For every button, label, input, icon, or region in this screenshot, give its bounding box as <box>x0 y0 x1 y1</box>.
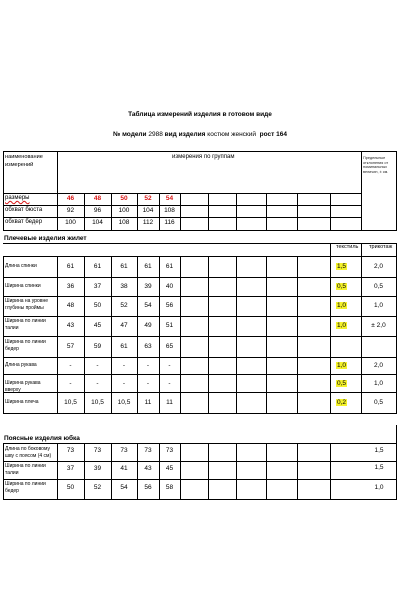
grid-line <box>330 443 331 499</box>
grid-line <box>3 461 397 462</box>
vest-value: 37 <box>93 283 102 290</box>
size-46: 46 <box>66 195 75 202</box>
vest-row-label: Ширина рукава вверху <box>5 380 41 393</box>
knit-header: трикотаж <box>369 244 393 250</box>
grid-line <box>3 151 397 152</box>
textile-header: текстиль <box>336 244 359 250</box>
hips-label: обхват бедер <box>5 219 43 225</box>
textile-tolerance <box>336 302 358 310</box>
vest-value: 10,5 <box>64 399 77 406</box>
skirt-value: 54 <box>120 484 128 491</box>
vest-value: 61 <box>120 343 128 350</box>
grid-line <box>3 479 397 480</box>
vest-value: 36 <box>66 283 75 290</box>
vest-value: 56 <box>165 302 174 309</box>
hips-value: 100 <box>65 219 76 226</box>
textile-value: 1,0 <box>337 302 347 309</box>
textile-tolerance <box>336 263 358 271</box>
knit-tolerance: 0,5 <box>373 399 384 406</box>
grid-line <box>3 392 397 393</box>
vest-value: 65 <box>165 343 174 350</box>
vest-value: 61 <box>165 263 174 270</box>
textile-value: 0,5 <box>337 380 347 387</box>
textile-value: 0,5 <box>337 283 347 290</box>
vest-value: 43 <box>66 322 75 329</box>
vest-value: - <box>146 380 150 387</box>
grid-line <box>361 151 362 230</box>
vest-row-label: Длина спинки <box>5 263 37 269</box>
vest-value: - <box>69 380 72 387</box>
grid-line <box>159 256 160 413</box>
grid-line <box>3 336 397 337</box>
skirt-row-label: Длина по боковому шву с поясом (4 см) <box>5 446 52 459</box>
grid-line <box>236 193 237 230</box>
vest-value: 61 <box>144 263 152 270</box>
grid-line <box>208 193 209 230</box>
grid-line <box>3 256 397 257</box>
knit-tolerance: 2,0 <box>373 362 384 369</box>
bust-value: 96 <box>93 207 102 214</box>
skirt-row-label: Ширина по линии бедер <box>5 481 46 494</box>
bust-value: 100 <box>118 207 130 214</box>
document-title: Таблица измерений изделия в готовом виде <box>128 111 272 118</box>
model-number: 2988 <box>148 131 163 138</box>
groups-header: измерения по группам <box>172 154 235 160</box>
grid-line <box>236 443 237 499</box>
grid-line <box>3 230 397 231</box>
vest-value: 61 <box>66 263 75 270</box>
vest-value: 61 <box>93 263 102 270</box>
grid-line <box>3 277 397 278</box>
bust-label: обхват бюста <box>5 207 43 213</box>
vest-section-title: Плечевые изделия жилет <box>4 235 87 242</box>
textile-tolerance <box>336 399 358 407</box>
knit-tolerance: 1,0 <box>373 302 384 309</box>
vest-value: 45 <box>93 322 102 329</box>
textile-value: 1,5 <box>337 263 347 270</box>
vest-value: 38 <box>120 283 128 290</box>
bust-value: 108 <box>164 207 175 214</box>
hips-value: 116 <box>164 219 175 226</box>
hips-value: 104 <box>92 219 103 226</box>
size-50: 50 <box>120 195 128 202</box>
tolerance-note: Предельные отклонения от номинальных величин, ± см. <box>363 156 389 174</box>
grid-line <box>84 256 85 413</box>
item-label: вид изделия <box>164 131 206 138</box>
grid-line <box>3 443 4 499</box>
vest-value: 57 <box>66 343 75 350</box>
skirt-value: 50 <box>66 484 75 491</box>
height-label: рост 164 <box>259 131 287 138</box>
model-line <box>0 131 400 138</box>
skirt-value: 73 <box>93 447 102 454</box>
grid-line <box>3 316 397 317</box>
vest-value: - <box>146 362 150 369</box>
skirt-value: 39 <box>93 465 102 472</box>
vest-value: 10,5 <box>91 399 104 406</box>
grid-line <box>111 256 112 413</box>
bust-value: 92 <box>66 207 75 214</box>
vest-row-label: Ширина на уровне глубины проймы <box>5 298 49 311</box>
vest-value: 47 <box>120 322 128 329</box>
grid-line <box>3 296 397 297</box>
vest-value: - <box>69 362 72 369</box>
grid-line <box>330 243 331 413</box>
grid-line <box>3 151 4 230</box>
skirt-value: 43 <box>144 465 152 472</box>
grid-line <box>297 443 298 499</box>
hips-value: 112 <box>142 219 154 226</box>
grid-line <box>137 256 138 413</box>
item-value: костюм женский <box>207 131 257 138</box>
bust-value: 104 <box>142 207 154 214</box>
vest-row-label: Ширина спинки <box>5 283 41 289</box>
skirt-value: 56 <box>144 484 152 491</box>
skirt-value: 41 <box>120 465 128 472</box>
vest-value: 50 <box>93 302 102 309</box>
textile-tolerance <box>336 362 358 370</box>
skirt-section-title: Поясные изделия юбка <box>4 435 80 442</box>
knit-tolerance: 1,0 <box>374 484 384 491</box>
grid-line <box>3 357 397 358</box>
knit-tolerance: 0,5 <box>373 283 384 290</box>
vest-value: 48 <box>66 302 75 309</box>
textile-tolerance: 1,5 <box>374 447 384 454</box>
hips-value: 108 <box>118 219 130 226</box>
size-48: 48 <box>93 195 102 202</box>
knit-tolerance: 2,0 <box>373 263 384 270</box>
textile-tolerance <box>336 283 358 291</box>
vest-value: 51 <box>165 322 174 329</box>
skirt-value: 58 <box>165 484 174 491</box>
vest-value: - <box>168 362 171 369</box>
grid-line <box>208 256 209 413</box>
model-prefix: № модели <box>113 131 147 138</box>
size-52: 52 <box>144 195 152 202</box>
vest-value: - <box>122 362 126 369</box>
skirt-value: 37 <box>66 465 75 472</box>
grid-line <box>396 425 397 499</box>
grid-line <box>236 256 237 413</box>
vest-value: 49 <box>144 322 152 329</box>
grid-line <box>3 256 4 413</box>
grid-line <box>180 256 181 413</box>
grid-line <box>3 243 397 244</box>
grid-line <box>297 256 298 413</box>
grid-line <box>3 374 397 375</box>
knit-tolerance: 1,5 <box>374 464 384 471</box>
vest-row-label: Ширина плеча <box>5 399 39 405</box>
textile-value: 1,0 <box>337 322 347 329</box>
sizes-label: размеры <box>5 195 30 201</box>
grid-line <box>330 193 331 230</box>
vest-value: 10,5 <box>117 399 131 406</box>
vest-value: 59 <box>93 343 102 350</box>
grid-line <box>297 193 298 230</box>
vest-value: 54 <box>144 302 152 309</box>
vest-row-label: Длина рукава <box>5 362 37 368</box>
vest-value: - <box>122 380 126 387</box>
vest-value: 61 <box>120 263 128 270</box>
textile-value: 0,2 <box>337 399 347 406</box>
grid-line <box>266 256 267 413</box>
vest-value: - <box>168 380 171 387</box>
vest-value: 11 <box>144 399 152 406</box>
vest-value: 52 <box>120 302 128 309</box>
textile-value: 1,0 <box>337 362 347 369</box>
grid-line <box>3 413 397 414</box>
grid-line <box>57 256 58 413</box>
vest-row-label: Ширина по линии талии <box>5 318 46 331</box>
grid-line <box>3 499 397 500</box>
skirt-row-label: Ширина по линии талии <box>5 463 46 476</box>
vest-value: - <box>96 380 99 387</box>
skirt-value: 73 <box>66 447 75 454</box>
grid-line <box>266 193 267 230</box>
knit-tolerance: ± 2,0 <box>371 322 386 329</box>
skirt-value: 73 <box>144 447 152 454</box>
vest-value: 11 <box>166 399 173 406</box>
textile-tolerance <box>336 380 358 388</box>
knit-tolerance: 1,0 <box>373 380 384 387</box>
vest-value: 39 <box>144 283 152 290</box>
grid-line <box>180 193 181 230</box>
skirt-value: 52 <box>93 484 102 491</box>
vest-row-label: Ширина по линии бедер <box>5 339 46 352</box>
vest-value: - <box>96 362 99 369</box>
skirt-value: 73 <box>165 447 174 454</box>
grid-line <box>396 243 397 413</box>
vest-value: 63 <box>144 343 152 350</box>
skirt-value: 45 <box>165 465 174 472</box>
grid-line <box>208 443 209 499</box>
grid-line <box>266 443 267 499</box>
size-54: 54 <box>165 195 174 202</box>
vest-value: 40 <box>165 283 174 290</box>
name-header: наименование измерений <box>5 154 43 168</box>
grid-line <box>3 443 397 444</box>
skirt-value: 73 <box>120 447 128 454</box>
grid-line <box>180 443 181 499</box>
textile-tolerance <box>336 322 358 330</box>
